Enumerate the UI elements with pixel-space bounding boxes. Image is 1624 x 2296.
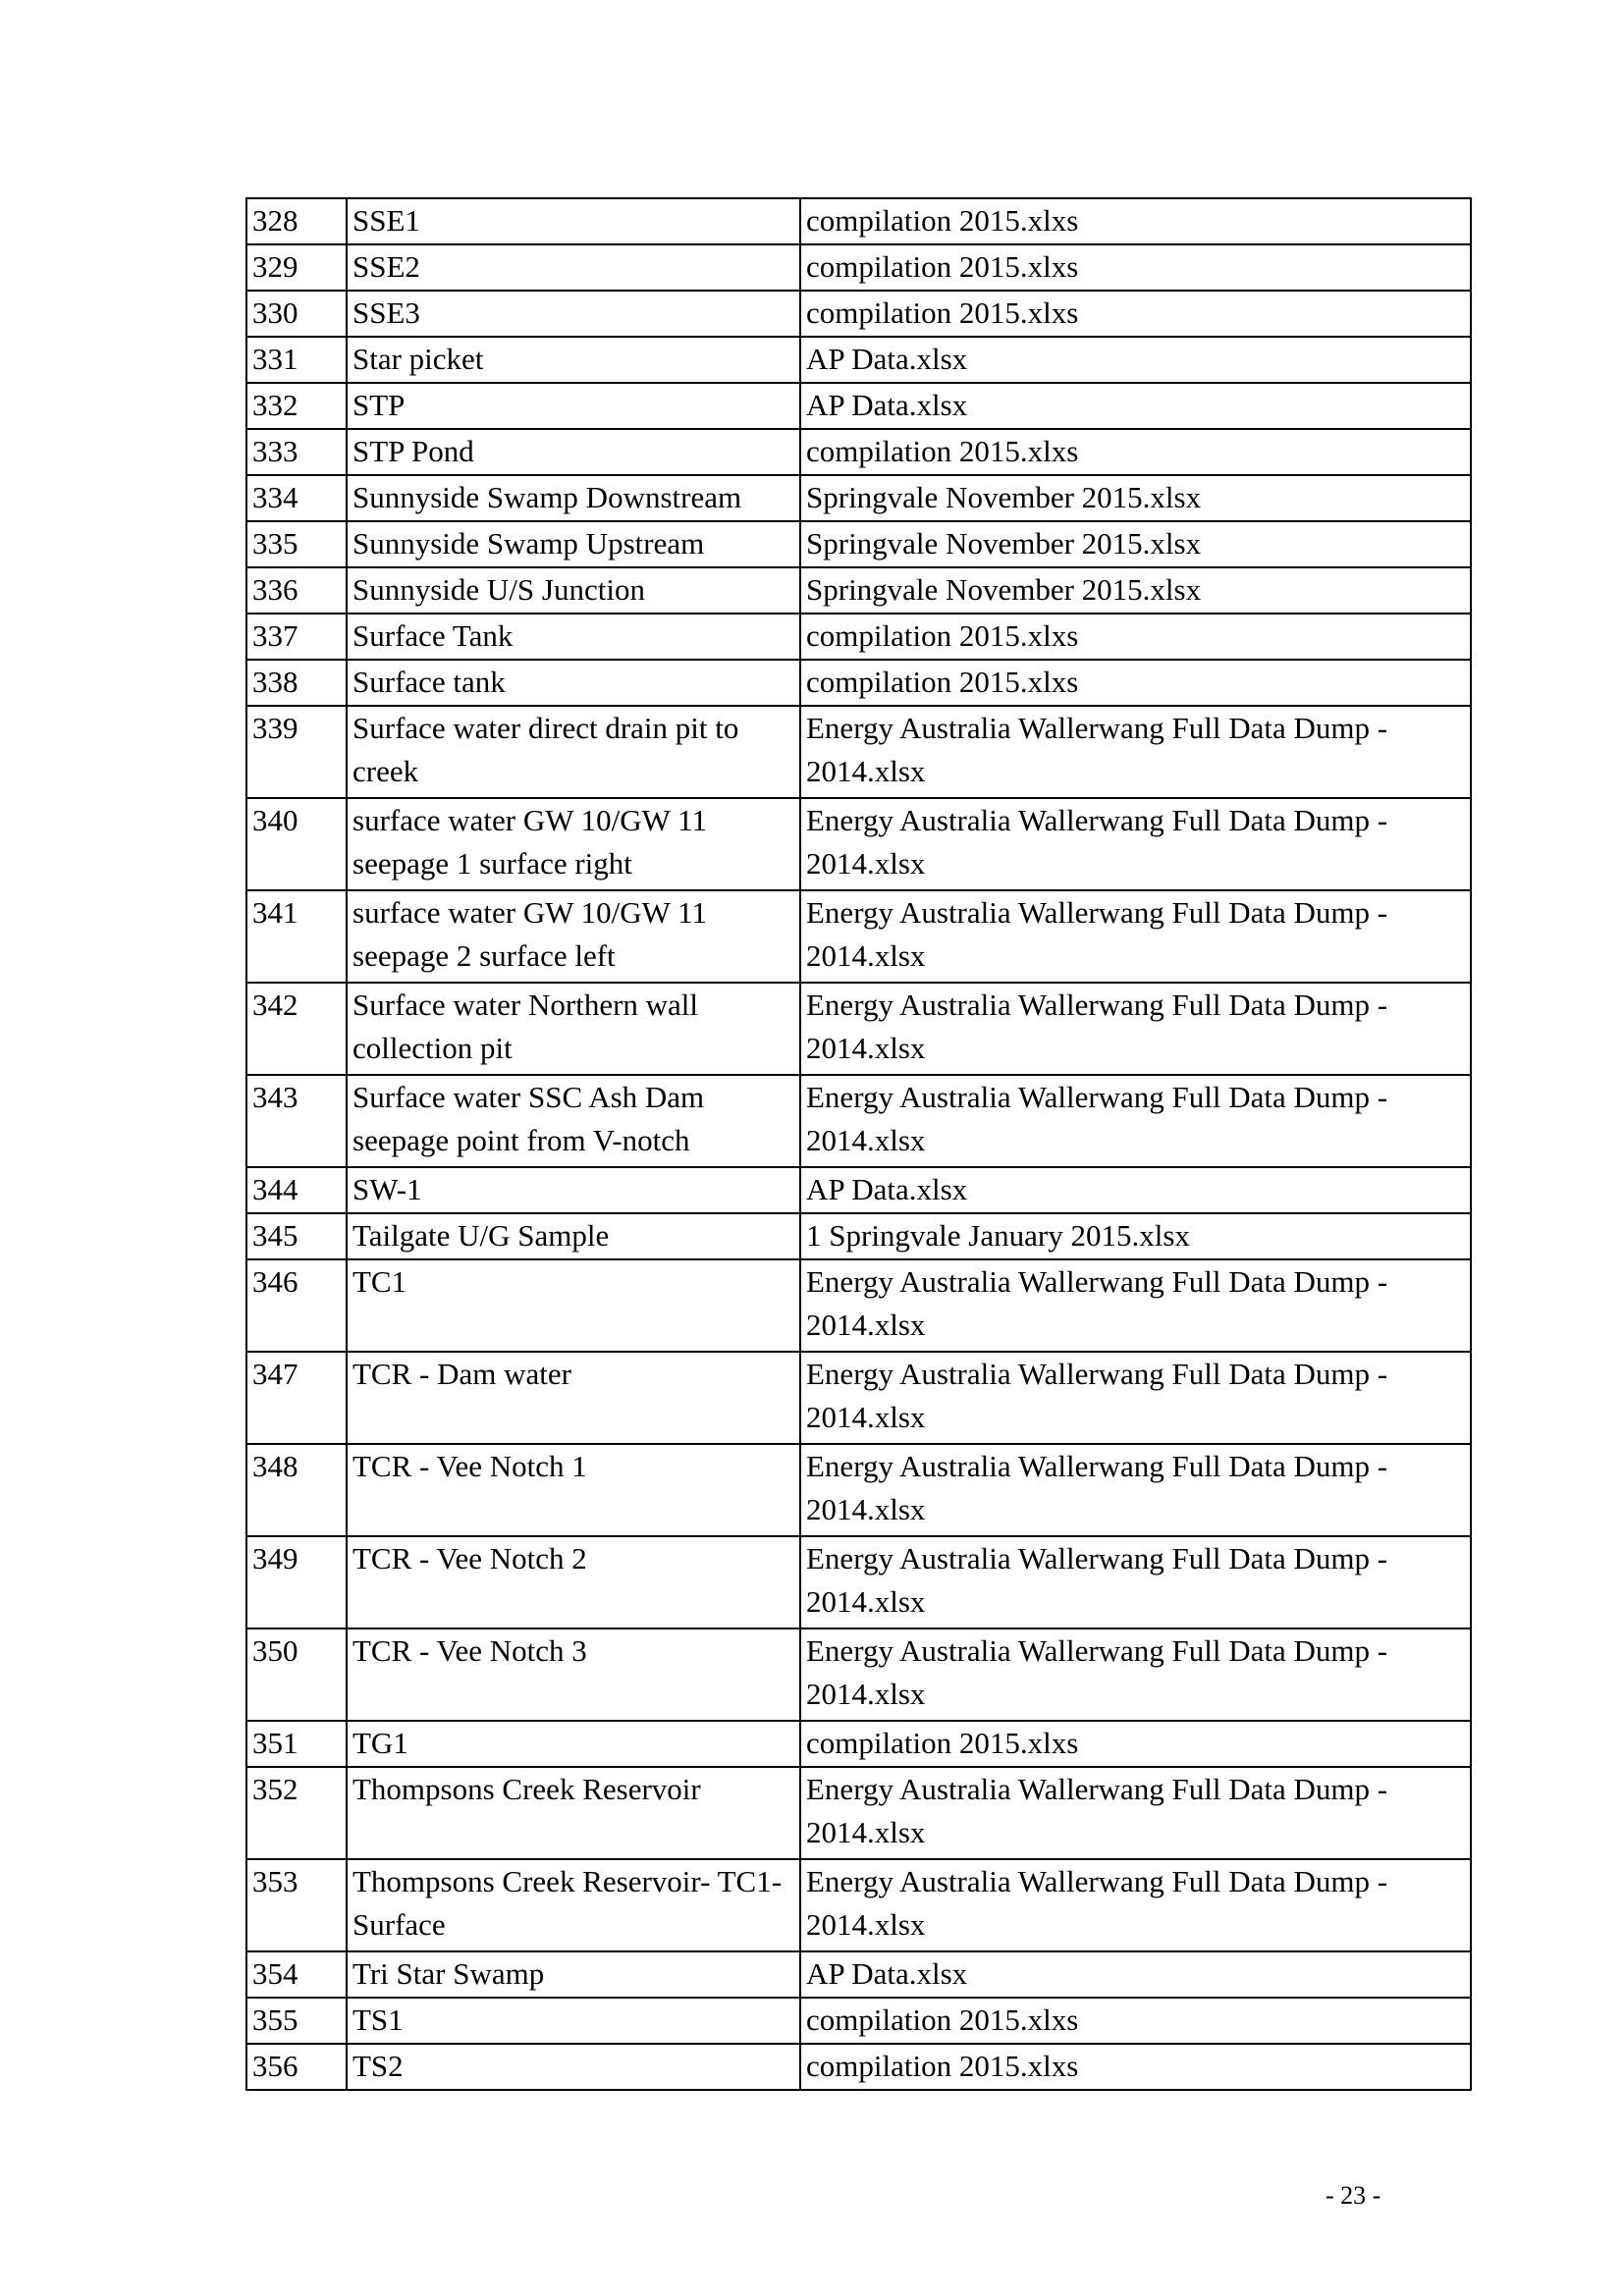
location-name-cell: TCR - Vee Notch 3 [347, 1629, 800, 1721]
location-name-cell: Surface water direct drain pit to creek [347, 706, 800, 798]
table-row [246, 244, 1471, 291]
location-name-cell: Sunnyside U/S Junction [347, 567, 800, 614]
table-row [246, 383, 1471, 429]
location-name-cell: surface water GW 10/GW 11 seepage 1 surface right [347, 798, 800, 890]
location-name-cell: SSE2 [347, 244, 800, 291]
table-row [246, 706, 1471, 798]
row-number-cell: 354 [246, 1951, 347, 1998]
location-name-cell: TG1 [347, 1721, 800, 1767]
table-row [246, 1859, 1471, 1951]
source-file-cell: compilation 2015.xlxs [800, 660, 1471, 706]
table-row [246, 1951, 1471, 1998]
page-number: - 23 - [1326, 2181, 1381, 2210]
location-name-cell: TS1 [347, 1998, 800, 2044]
location-name-cell: surface water GW 10/GW 11 seepage 2 surface left [347, 890, 800, 983]
source-file-cell: 1 Springvale January 2015.xlsx [800, 1213, 1471, 1259]
table-row [246, 660, 1471, 706]
source-file-cell: Energy Australia Wallerwang Full Data Dump - 2014.xlsx [800, 1259, 1471, 1352]
location-name-cell: SSE3 [347, 291, 800, 337]
row-number-cell: 337 [246, 614, 347, 660]
location-name-cell: Tailgate U/G Sample [347, 1213, 800, 1259]
source-file-cell: AP Data.xlsx [800, 1167, 1471, 1213]
row-number-cell: 355 [246, 1998, 347, 2044]
source-file-cell: Energy Australia Wallerwang Full Data Dump - 2014.xlsx [800, 1352, 1471, 1444]
table-row [246, 1352, 1471, 1444]
source-file-cell: Springvale November 2015.xlsx [800, 475, 1471, 521]
source-file-cell: Energy Australia Wallerwang Full Data Dump - 2014.xlsx [800, 1536, 1471, 1629]
source-file-cell: Energy Australia Wallerwang Full Data Dump - 2014.xlsx [800, 1629, 1471, 1721]
source-file-cell: compilation 2015.xlxs [800, 2044, 1471, 2090]
source-file-cell: compilation 2015.xlxs [800, 1998, 1471, 2044]
row-number-cell: 344 [246, 1167, 347, 1213]
location-name-cell: Thompsons Creek Reservoir [347, 1767, 800, 1859]
source-file-cell: compilation 2015.xlxs [800, 291, 1471, 337]
row-number-cell: 343 [246, 1075, 347, 1167]
row-number-cell: 352 [246, 1767, 347, 1859]
source-file-cell: Springvale November 2015.xlsx [800, 567, 1471, 614]
location-name-cell: Surface tank [347, 660, 800, 706]
location-name-cell: SW-1 [347, 1167, 800, 1213]
table-body [246, 198, 1471, 2090]
table-row [246, 198, 1471, 244]
location-name-cell: TCR - Dam water [347, 1352, 800, 1444]
table-row [246, 521, 1471, 567]
row-number-cell: 332 [246, 383, 347, 429]
table-row [246, 291, 1471, 337]
location-name-cell: TC1 [347, 1259, 800, 1352]
row-number-cell: 328 [246, 198, 347, 244]
row-number-cell: 348 [246, 1444, 347, 1536]
location-name-cell: Surface water SSC Ash Dam seepage point from V-notch [347, 1075, 800, 1167]
row-number-cell: 353 [246, 1859, 347, 1951]
row-number-cell: 346 [246, 1259, 347, 1352]
location-name-cell: Sunnyside Swamp Upstream [347, 521, 800, 567]
table-row [246, 337, 1471, 383]
source-file-cell: Energy Australia Wallerwang Full Data Dump - 2014.xlsx [800, 1444, 1471, 1536]
table-row [246, 614, 1471, 660]
location-name-cell: Tri Star Swamp [347, 1951, 800, 1998]
row-number-cell: 338 [246, 660, 347, 706]
source-file-cell: Energy Australia Wallerwang Full Data Dump - 2014.xlsx [800, 1075, 1471, 1167]
row-number-cell: 333 [246, 429, 347, 475]
row-number-cell: 330 [246, 291, 347, 337]
table-row [246, 1259, 1471, 1352]
source-file-cell: AP Data.xlsx [800, 337, 1471, 383]
table-row [246, 1536, 1471, 1629]
table-row [246, 983, 1471, 1075]
sample-source-table [245, 197, 1472, 2091]
row-number-cell: 345 [246, 1213, 347, 1259]
row-number-cell: 339 [246, 706, 347, 798]
source-file-cell: Energy Australia Wallerwang Full Data Dump - 2014.xlsx [800, 798, 1471, 890]
row-number-cell: 329 [246, 244, 347, 291]
location-name-cell: TCR - Vee Notch 2 [347, 1536, 800, 1629]
source-file-cell: Energy Australia Wallerwang Full Data Dump - 2014.xlsx [800, 890, 1471, 983]
row-number-cell: 335 [246, 521, 347, 567]
location-name-cell: Surface Tank [347, 614, 800, 660]
location-name-cell: Sunnyside Swamp Downstream [347, 475, 800, 521]
location-name-cell: STP Pond [347, 429, 800, 475]
location-name-cell: TCR - Vee Notch 1 [347, 1444, 800, 1536]
location-name-cell: TS2 [347, 2044, 800, 2090]
source-file-cell: compilation 2015.xlxs [800, 198, 1471, 244]
source-file-cell: Energy Australia Wallerwang Full Data Dump - 2014.xlsx [800, 1767, 1471, 1859]
source-file-cell: AP Data.xlsx [800, 1951, 1471, 1998]
table-row [246, 1998, 1471, 2044]
source-file-cell: Energy Australia Wallerwang Full Data Dump - 2014.xlsx [800, 983, 1471, 1075]
source-file-cell: Energy Australia Wallerwang Full Data Dump - 2014.xlsx [800, 1859, 1471, 1951]
table-row [246, 798, 1471, 890]
row-number-cell: 356 [246, 2044, 347, 2090]
table-row [246, 567, 1471, 614]
source-file-cell: AP Data.xlsx [800, 383, 1471, 429]
location-name-cell: Star picket [347, 337, 800, 383]
table-row [246, 1629, 1471, 1721]
row-number-cell: 341 [246, 890, 347, 983]
row-number-cell: 331 [246, 337, 347, 383]
row-number-cell: 349 [246, 1536, 347, 1629]
table-row [246, 429, 1471, 475]
source-file-cell: compilation 2015.xlxs [800, 1721, 1471, 1767]
source-file-cell: compilation 2015.xlxs [800, 244, 1471, 291]
table-row [246, 1721, 1471, 1767]
location-name-cell: Thompsons Creek Reservoir- TC1- Surface [347, 1859, 800, 1951]
source-file-cell: Energy Australia Wallerwang Full Data Dump - 2014.xlsx [800, 706, 1471, 798]
row-number-cell: 340 [246, 798, 347, 890]
row-number-cell: 347 [246, 1352, 347, 1444]
source-file-cell: Springvale November 2015.xlsx [800, 521, 1471, 567]
source-file-cell: compilation 2015.xlxs [800, 429, 1471, 475]
table-row [246, 1075, 1471, 1167]
table-row [246, 1213, 1471, 1259]
row-number-cell: 350 [246, 1629, 347, 1721]
location-name-cell: SSE1 [347, 198, 800, 244]
source-file-cell: compilation 2015.xlxs [800, 614, 1471, 660]
table-row [246, 1767, 1471, 1859]
table-row [246, 2044, 1471, 2090]
row-number-cell: 336 [246, 567, 347, 614]
table-row [246, 1167, 1471, 1213]
row-number-cell: 334 [246, 475, 347, 521]
table-row [246, 890, 1471, 983]
location-name-cell: STP [347, 383, 800, 429]
row-number-cell: 342 [246, 983, 347, 1075]
table-row [246, 1444, 1471, 1536]
location-name-cell: Surface water Northern wall collection pit [347, 983, 800, 1075]
table-row [246, 475, 1471, 521]
row-number-cell: 351 [246, 1721, 347, 1767]
